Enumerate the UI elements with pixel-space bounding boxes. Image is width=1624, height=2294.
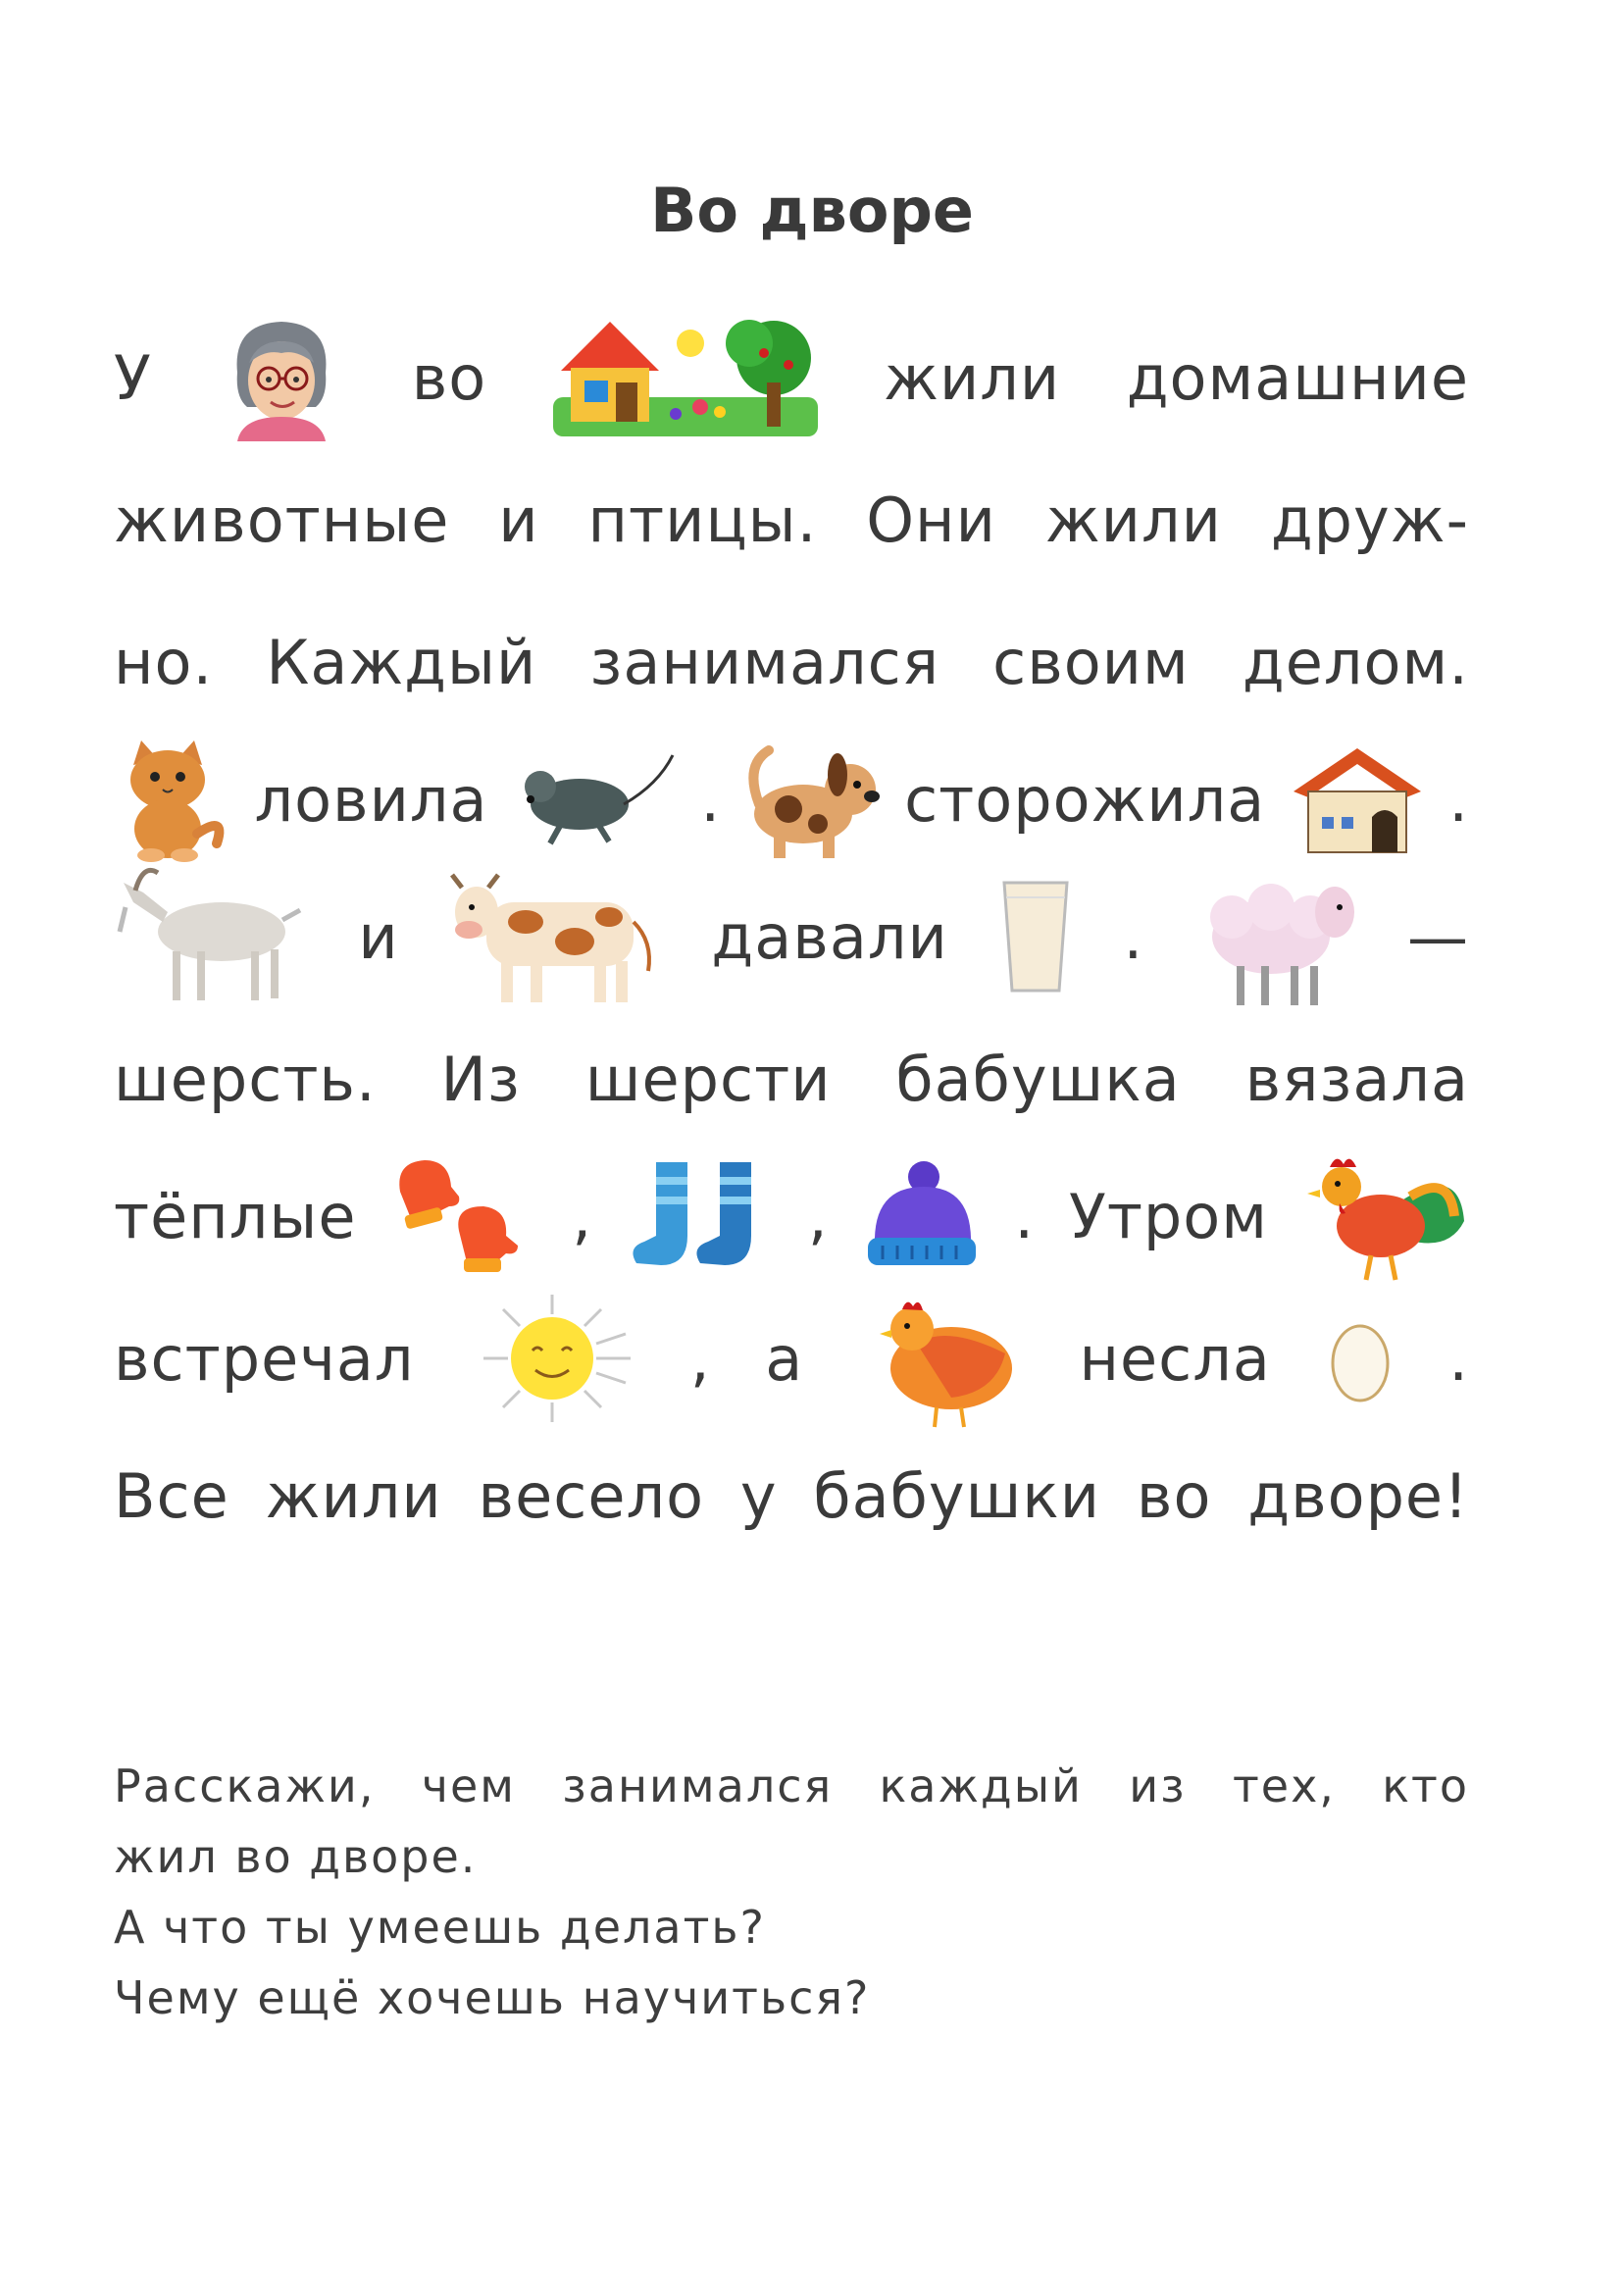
word: домашние xyxy=(1126,341,1469,414)
word: но. xyxy=(114,626,214,698)
questions-block xyxy=(114,1751,1469,2033)
question-1-line-2: жил во дворе. xyxy=(114,1830,478,1883)
word: Из xyxy=(440,1043,521,1115)
word: — xyxy=(1406,900,1469,973)
word: во xyxy=(411,341,487,414)
story-line-1 xyxy=(114,309,1469,446)
word: а xyxy=(765,1322,804,1395)
word: во xyxy=(1136,1459,1212,1532)
word: , xyxy=(807,1180,829,1252)
story-line-8 xyxy=(114,1290,1469,1427)
word: Утром xyxy=(1069,1180,1268,1252)
word: вязала xyxy=(1244,1043,1469,1115)
word: У xyxy=(114,341,152,414)
story-line-4 xyxy=(114,731,1469,868)
word: и xyxy=(498,484,539,556)
yard-icon xyxy=(553,314,818,441)
sun-icon xyxy=(469,1290,635,1427)
mittens-icon xyxy=(390,1152,537,1280)
mouse-icon xyxy=(511,745,678,853)
word: встречал xyxy=(114,1322,415,1395)
word: , xyxy=(689,1322,711,1395)
story-line-3 xyxy=(114,593,1469,731)
socks-icon xyxy=(627,1157,774,1275)
story-line-7 xyxy=(114,1147,1469,1285)
word: бабушки xyxy=(813,1459,1101,1532)
story-line-9 xyxy=(114,1427,1469,1564)
goat-icon xyxy=(114,863,310,1010)
milk-glass-icon xyxy=(996,878,1075,995)
word: и xyxy=(358,900,399,973)
word: . xyxy=(1014,1180,1036,1252)
story-line-5 xyxy=(114,868,1469,1005)
word: несла xyxy=(1079,1322,1271,1395)
word: шерсть. xyxy=(114,1043,377,1115)
word: животные xyxy=(114,484,450,556)
word: дворе! xyxy=(1247,1459,1469,1532)
hen-icon xyxy=(858,1285,1025,1432)
word: жили xyxy=(1044,484,1222,556)
word: . xyxy=(1123,900,1144,973)
question-1-line-1: Расскажи, чем занимался каждый из тех, кто xyxy=(114,1759,1469,1812)
question-2: А что ты умеешь делать? xyxy=(114,1901,766,1954)
word: Они xyxy=(866,484,996,556)
word: давали xyxy=(711,900,948,973)
word: . xyxy=(700,763,722,836)
egg-icon xyxy=(1326,1309,1395,1407)
word: Каждый xyxy=(266,626,537,698)
word: своим xyxy=(992,626,1190,698)
cat-icon xyxy=(114,736,231,863)
word: жили xyxy=(884,341,1061,414)
word: занимался xyxy=(589,626,939,698)
word: жили xyxy=(265,1459,442,1532)
word: . xyxy=(1448,763,1469,836)
sheep-icon xyxy=(1193,863,1359,1010)
page-title: Во дворе xyxy=(650,175,974,246)
cow-icon xyxy=(447,863,663,1010)
word: сторожила xyxy=(904,763,1266,836)
knit-hat-icon xyxy=(863,1157,981,1275)
story-line-2 xyxy=(114,451,1469,588)
doghouse-icon xyxy=(1289,740,1426,858)
word: птицы. xyxy=(587,484,818,556)
story-line-6 xyxy=(114,1010,1469,1147)
question-3: Чему ещё хочешь научиться? xyxy=(114,1971,871,2024)
word: делом. xyxy=(1242,626,1469,698)
word: друж- xyxy=(1270,484,1469,556)
word: шерсти xyxy=(584,1043,832,1115)
word: тёплые xyxy=(114,1180,357,1252)
word: бабушка xyxy=(895,1043,1181,1115)
grandma-icon xyxy=(218,314,345,441)
dog-icon xyxy=(744,736,882,863)
word: , xyxy=(572,1180,593,1252)
word: весело xyxy=(478,1459,705,1532)
rooster-icon xyxy=(1302,1143,1469,1290)
word: Все xyxy=(114,1459,229,1532)
word: ловила xyxy=(254,763,488,836)
word: . xyxy=(1448,1322,1469,1395)
word: у xyxy=(739,1459,778,1532)
